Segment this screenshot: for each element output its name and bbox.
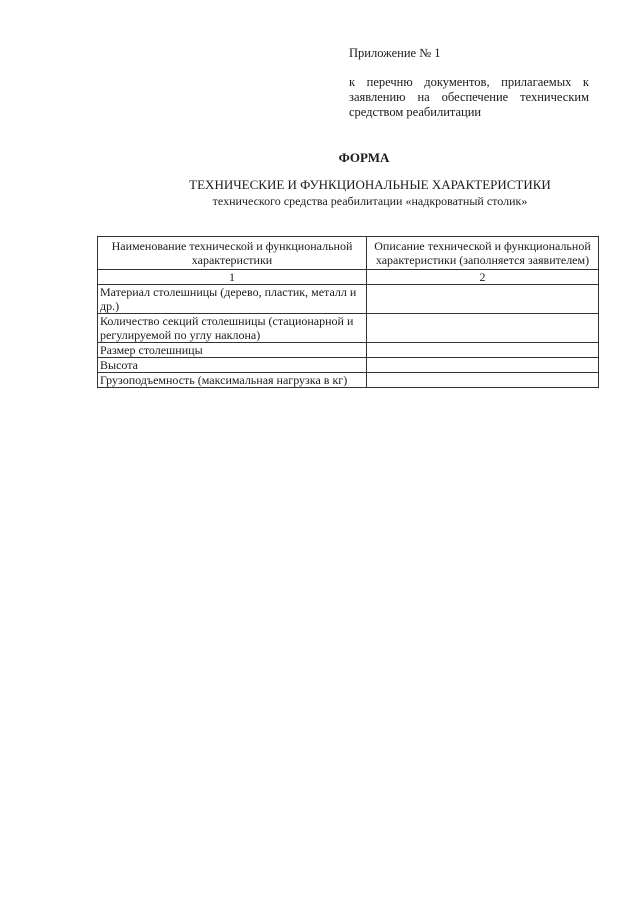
characteristic-name: Количество секций столешницы (стационарной и регулируемой по углу наклона) <box>98 314 367 343</box>
characteristic-value-cell[interactable] <box>367 358 599 373</box>
column-header-name: Наименование технической и функциональной характеристики <box>98 237 367 270</box>
characteristics-table <box>97 236 599 388</box>
document-heading <box>100 177 640 209</box>
characteristic-name: Грузоподъемность (максимальная нагрузка в кг) <box>98 373 367 388</box>
appendix-title: Приложение № 1 <box>349 46 441 60</box>
table-row <box>98 314 599 343</box>
table-row <box>98 343 599 358</box>
table-row <box>98 373 599 388</box>
form-label <box>0 150 640 166</box>
appendix-text: к перечню документов, прилагаемых к заявлению на обеспечение техническим средством реабилитации <box>349 75 589 119</box>
characteristic-value-cell[interactable] <box>367 314 599 343</box>
characteristic-value-cell[interactable] <box>367 373 599 388</box>
table-row <box>98 285 599 314</box>
column-number-row <box>98 270 599 285</box>
characteristic-name: Материал столешницы (дерево, пластик, металл и др.) <box>98 285 367 314</box>
form-label-text: ФОРМА <box>338 150 390 165</box>
column-header-description: Описание технической и функциональной характеристики (заполняется заявителем) <box>367 237 599 270</box>
characteristic-value-cell[interactable] <box>367 285 599 314</box>
characteristic-name: Размер столешницы <box>98 343 367 358</box>
heading-subtitle: технического средства реабилитации «надкроватный столик» <box>212 194 528 208</box>
column-number: 1 <box>98 270 367 285</box>
table-header-row <box>98 237 599 270</box>
characteristic-name: Высота <box>98 358 367 373</box>
characteristic-value-cell[interactable] <box>367 343 599 358</box>
table-row <box>98 358 599 373</box>
column-number: 2 <box>367 270 599 285</box>
heading-title: ТЕХНИЧЕСКИЕ И ФУНКЦИОНАЛЬНЫЕ ХАРАКТЕРИСТИКИ <box>189 177 551 192</box>
appendix-block <box>349 46 589 120</box>
